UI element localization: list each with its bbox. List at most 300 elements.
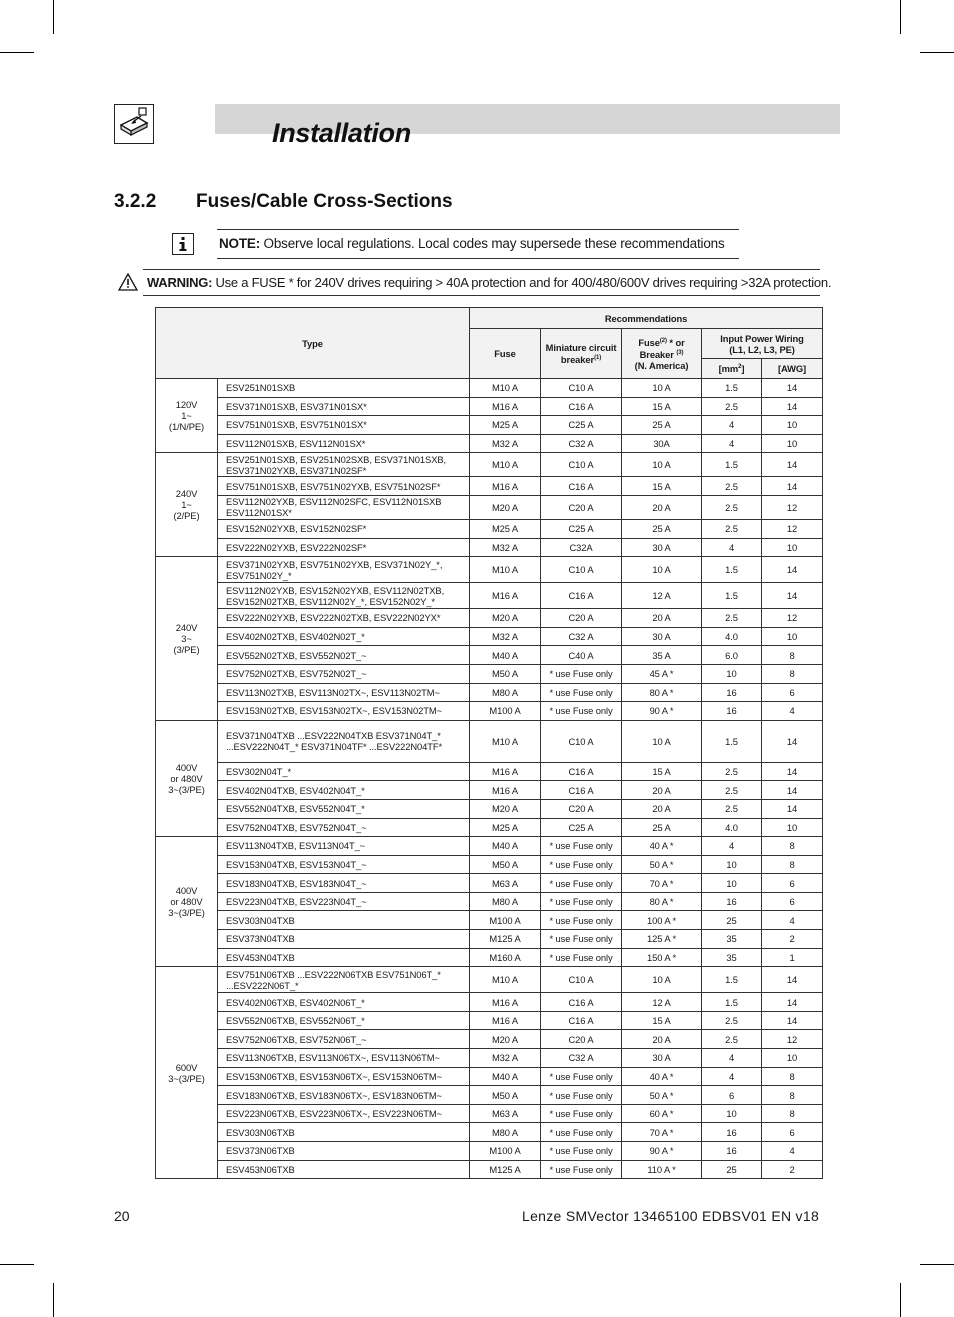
wire-mm2-cell: 2.5 [702,762,762,781]
wire-mm2-cell: 4 [702,434,762,453]
fuse-cell: M10 A [470,967,541,993]
wire-mm2-cell: 16 [702,1142,762,1161]
fuse-cell: M32 A [470,538,541,557]
mcb-cell: * use Fuse only [541,664,622,683]
mcb-cell: C16 A [541,477,622,496]
wiring-header-1: Input Power Wiring [720,332,804,344]
fuse-na-cell: 90 A * [622,702,702,721]
wire-awg-cell: 6 [762,1123,823,1142]
fuse-na-cell: 25 A [622,416,702,435]
installation-icon [114,104,154,144]
mcb-cell: C20 A [541,495,622,519]
mcb-cell: C10 A [541,557,622,583]
wire-awg-cell: 8 [762,646,823,665]
wire-mm2-cell: 1.5 [702,720,762,762]
fuse-na-cell: 10 A [622,453,702,477]
table-body [156,379,823,1179]
voltage-group-line: (3/PE) [173,643,200,655]
wire-mm2-cell: 2.5 [702,477,762,496]
wire-awg-cell: 10 [762,818,823,837]
fuse-na-cell: 15 A [622,762,702,781]
fuse-cell: M16 A [470,993,541,1012]
wire-mm2-cell: 10 [702,664,762,683]
wire-awg-cell: 4 [762,1142,823,1161]
drive-type-cell: ESV552N02TXB, ESV552N02T_~ [218,646,470,665]
table-row [156,967,823,993]
fuse-na-cell: 40 A * [622,1067,702,1086]
wire-awg-cell: 10 [762,1049,823,1068]
mcb-cell: C25 A [541,519,622,538]
wire-awg-cell: 10 [762,416,823,435]
mcb-cell: * use Fuse only [541,683,622,702]
drive-type-cell: ESV371N01SXB, ESV371N01SX* [218,397,470,416]
drive-type-cell: ESV373N06TXB [218,1142,470,1161]
mm2-post: ] [741,363,745,375]
drive-type-cell: ESV453N04TXB [218,948,470,967]
table-row [156,720,823,762]
fuse-na-cell: 20 A [622,609,702,628]
fuse-cell: M16 A [470,762,541,781]
mcb-cell: C16 A [541,993,622,1012]
table-row [156,702,823,721]
fuse-na-cell: 10 A [622,379,702,398]
fuse-na-text-3: Breaker [639,349,674,361]
voltage-group-label [156,379,218,453]
fuse-na-cell: 15 A [622,397,702,416]
fuse-cell: M125 A [470,930,541,949]
wire-mm2-cell: 2.5 [702,1011,762,1030]
fuse-cell: M16 A [470,477,541,496]
voltage-group-line: 120V [175,399,198,411]
wire-awg-cell: 8 [762,1104,823,1123]
drive-type-cell: ESV222N02YXB, ESV222N02SF* [218,538,470,557]
wire-awg-cell: 8 [762,664,823,683]
wire-mm2-cell: 4.0 [702,627,762,646]
voltage-group-line: or 480V [170,772,203,784]
table-row [156,1030,823,1049]
fuse-cell: M10 A [470,379,541,398]
fuse-na-cell: 125 A * [622,930,702,949]
fuse-cell: M100 A [470,1142,541,1161]
fuse-na-cell: 110 A * [622,1160,702,1179]
fuse-na-text-2: * or [669,337,685,348]
wire-awg-cell: 14 [762,967,823,993]
wire-awg-cell: 6 [762,683,823,702]
fuse-na-cell: 30 A [622,538,702,557]
fuse-na-cell: 80 A * [622,683,702,702]
wire-awg-cell: 14 [762,781,823,800]
voltage-group-line: (2/PE) [173,510,200,522]
fuse-na-cell: 20 A [622,1030,702,1049]
mcb-footnote: (1) [594,354,602,361]
fuse-cell: M160 A [470,948,541,967]
note-body: Observe local regulations. Local codes may supersede these recommendations [260,236,725,251]
table-row [156,1067,823,1086]
fuse-na-cell: 15 A [622,1011,702,1030]
fuse-na-cell: 90 A * [622,1142,702,1161]
fuse-na-cell: 10 A [622,557,702,583]
drive-type-cell: ESV752N02TXB, ESV752N02T_~ [218,664,470,683]
fuse-na-cell: 100 A * [622,911,702,930]
table-row [156,397,823,416]
voltage-group-label [156,720,218,836]
fuse-na-text-4: (N. America) [634,360,689,372]
drive-type-cell: ESV223N06TXB, ESV223N06TX~, ESV223N06TM~ [218,1104,470,1123]
mcb-cell: C40 A [541,646,622,665]
wire-mm2-cell: 2.5 [702,781,762,800]
page-number: 20 [114,1208,130,1224]
wire-mm2-cell: 4 [702,538,762,557]
drive-type-cell: ESV113N06TXB, ESV113N06TX~, ESV113N06TM~ [218,1049,470,1068]
drive-type-cell: ESV752N06TXB, ESV752N06T_~ [218,1030,470,1049]
crop-mark [0,1264,34,1265]
voltage-group-label [156,837,218,967]
wire-mm2-cell: 4.0 [702,818,762,837]
warning-text [147,275,831,290]
mm2-pre: [mm [718,363,739,375]
table-row [156,818,823,837]
wire-awg-cell: 2 [762,1160,823,1179]
fuse-cell: M63 A [470,1104,541,1123]
drive-type-cell: ESV752N04TXB, ESV752N04T_~ [218,818,470,837]
wire-mm2-cell: 16 [702,702,762,721]
voltage-group-line: or 480V [170,896,203,908]
wire-awg-cell: 6 [762,874,823,893]
mcb-cell: C25 A [541,416,622,435]
mcb-cell: * use Fuse only [541,948,622,967]
mcb-cell: C16 A [541,583,622,609]
fuse-na-cell: 25 A [622,519,702,538]
fuse-cell: M10 A [470,453,541,477]
wire-mm2-cell: 25 [702,1160,762,1179]
drive-type-cell: ESV402N04TXB, ESV402N04T_* [218,781,470,800]
wire-awg-cell: 12 [762,609,823,628]
wire-mm2-cell: 4 [702,416,762,435]
drive-type-cell: ESV751N01SXB, ESV751N02YXB, ESV751N02SF* [218,477,470,496]
note-rule-bottom [217,258,739,259]
fuse-table [155,307,823,1179]
fuse-cell: M16 A [470,781,541,800]
table-row [156,646,823,665]
mcb-cell: * use Fuse only [541,911,622,930]
wire-awg-cell: 8 [762,1086,823,1105]
fuse-cell: M63 A [470,874,541,893]
mcb-cell: C10 A [541,720,622,762]
fuse-na-cell: 15 A [622,477,702,496]
drive-type-cell: ESV112N02YXB, ESV112N02SFC, ESV112N01SXB ESV112N01SX* [218,495,470,519]
fuse-na-cell: 150 A * [622,948,702,967]
table-row [156,874,823,893]
fuse-na-cell: 50 A * [622,855,702,874]
wire-awg-cell: 14 [762,453,823,477]
voltage-group-line: 240V [175,488,198,500]
table-row [156,993,823,1012]
drive-type-cell: ESV552N06TXB, ESV552N06T_* [218,1011,470,1030]
mcb-cell: C16 A [541,781,622,800]
crop-mark [900,0,901,34]
mcb-cell: C25 A [541,818,622,837]
fuse-na-text-1: Fuse [638,337,660,348]
wire-awg-cell: 8 [762,855,823,874]
fuse-cell: M50 A [470,1086,541,1105]
table-row [156,781,823,800]
mcb-cell: * use Fuse only [541,1160,622,1179]
fuse-na-cell: 80 A * [622,892,702,911]
wire-awg-cell: 10 [762,434,823,453]
wire-mm2-cell: 2.5 [702,1030,762,1049]
wire-mm2-cell: 16 [702,1123,762,1142]
table-row [156,683,823,702]
table-row [156,519,823,538]
crop-mark [53,1283,54,1317]
wire-awg-cell: 12 [762,519,823,538]
voltage-group-label [156,453,218,557]
wire-awg-cell: 12 [762,1030,823,1049]
wire-mm2-cell: 4 [702,1067,762,1086]
voltage-group-label [156,557,218,721]
table-row [156,799,823,818]
wire-mm2-cell: 1.5 [702,993,762,1012]
table-row [156,1123,823,1142]
table-row [156,416,823,435]
wire-mm2-cell: 2.5 [702,519,762,538]
table-row [156,434,823,453]
page-title: Installation [272,118,411,148]
table-row [156,477,823,496]
fuse-cell: M16 A [470,583,541,609]
mcb-cell: C16 A [541,762,622,781]
mcb-cell: C32 A [541,434,622,453]
drive-type-cell: ESV113N02TXB, ESV113N02TX~, ESV113N02TM~ [218,683,470,702]
crop-mark [920,52,954,53]
table-row [156,837,823,856]
fuse-cell: M20 A [470,1030,541,1049]
wire-awg-cell: 14 [762,557,823,583]
drive-type-cell: ESV303N06TXB [218,1123,470,1142]
drive-type-cell: ESV153N04TXB, ESV153N04T_~ [218,855,470,874]
wire-awg-cell: 14 [762,762,823,781]
crop-mark [900,1283,901,1317]
wire-mm2-cell: 6.0 [702,646,762,665]
wire-mm2-cell: 1.5 [702,557,762,583]
wire-mm2-cell: 10 [702,874,762,893]
fuse-cell: M10 A [470,557,541,583]
drive-type-cell: ESV223N04TXB, ESV223N04T_~ [218,892,470,911]
voltage-group-line: 400V [175,885,198,897]
fuse-na-cell: 35 A [622,646,702,665]
wire-mm2-cell: 4 [702,837,762,856]
fuse-na-cell: 20 A [622,799,702,818]
wire-mm2-cell: 25 [702,911,762,930]
warning-icon [118,273,138,296]
note-rule-top [217,229,739,230]
drive-type-cell: ESV222N02YXB, ESV222N02TXB, ESV222N02YX* [218,609,470,628]
wire-awg-cell: 1 [762,948,823,967]
wire-awg-cell: 8 [762,1067,823,1086]
section-heading [114,191,453,213]
voltage-group-line: 3~(3/PE) [168,783,205,795]
drive-type-cell: ESV153N06TXB, ESV153N06TX~, ESV153N06TM~ [218,1067,470,1086]
table-row [156,453,823,477]
recommendations-header: Recommendations [470,308,823,329]
table-row [156,855,823,874]
wire-awg-cell: 14 [762,477,823,496]
fuse-cell: M25 A [470,416,541,435]
wire-mm2-cell: 16 [702,683,762,702]
wire-awg-cell: 14 [762,720,823,762]
mcb-cell: * use Fuse only [541,1086,622,1105]
wire-mm2-cell: 35 [702,948,762,967]
fuse-cell: M40 A [470,837,541,856]
fuse-cell: M32 A [470,627,541,646]
table-row [156,1104,823,1123]
drive-type-cell: ESV402N06TXB, ESV402N06T_* [218,993,470,1012]
mcb-cell: * use Fuse only [541,930,622,949]
mcb-cell: * use Fuse only [541,874,622,893]
wire-awg-cell: 14 [762,379,823,398]
fuse-cell: M16 A [470,1011,541,1030]
wire-mm2-cell: 1.5 [702,453,762,477]
wire-mm2-cell: 2.5 [702,609,762,628]
table-row [156,930,823,949]
wire-awg-cell: 14 [762,993,823,1012]
note-text [219,236,725,251]
warning-body: Use a FUSE * for 240V drives requiring > 40A protection and for 400/480/600V drives requiring >32A protection. [212,275,832,290]
fuse-na-cell: 25 A [622,818,702,837]
wire-mm2-cell: 35 [702,930,762,949]
fuse-cell: M20 A [470,799,541,818]
section-title: Fuses/Cable Cross-Sections [196,191,453,212]
mcb-cell: * use Fuse only [541,702,622,721]
table-row [156,538,823,557]
wire-mm2-cell: 4 [702,1049,762,1068]
section-number: 3.2.2 [114,191,157,212]
drive-type-cell: ESV751N01SXB, ESV751N01SX* [218,416,470,435]
wire-awg-cell: 14 [762,1011,823,1030]
wire-awg-cell: 6 [762,892,823,911]
mcb-cell: C16 A [541,397,622,416]
fuse-header: Fuse [470,329,541,379]
mcb-cell: * use Fuse only [541,837,622,856]
mcb-cell: * use Fuse only [541,892,622,911]
fuse-na-cell: 10 A [622,967,702,993]
voltage-group-line: 600V [175,1061,198,1073]
drive-type-cell: ESV152N02YXB, ESV152N02SF* [218,519,470,538]
table-row [156,1011,823,1030]
table-row [156,664,823,683]
mcb-cell: C10 A [541,453,622,477]
drive-type-cell: ESV302N04T_* [218,762,470,781]
fuse-na-footnote-2: (3) [676,350,684,356]
drive-type-cell: ESV112N02YXB, ESV152N02YXB, ESV112N02TXB, ESV152N02TXB, ESV112N02Y_*, ESV152N02Y_* [218,583,470,609]
fuse-na-cell: 70 A * [622,874,702,893]
drive-type-cell: ESV402N02TXB, ESV402N02T_* [218,627,470,646]
warning-rule-top [143,269,820,270]
mcb-cell: C20 A [541,799,622,818]
table-row [156,583,823,609]
drive-type-cell: ESV371N04TXB ...ESV222N04TXB ESV371N04T_* ...ESV222N04T_* ESV371N04TF* ...ESV222N04TF* [218,720,470,762]
mcb-cell: C20 A [541,1030,622,1049]
fuse-na-cell: 12 A [622,993,702,1012]
wire-awg-cell: 10 [762,538,823,557]
fuse-cell: M80 A [470,1123,541,1142]
voltage-group-line: 1~ [181,499,192,511]
fuse-na-cell: 12 A [622,583,702,609]
mcb-cell: * use Fuse only [541,1142,622,1161]
fuse-na-cell: 20 A [622,781,702,800]
wire-awg-cell: 10 [762,627,823,646]
wire-mm2-cell: 10 [702,855,762,874]
fuse-cell: M100 A [470,911,541,930]
table-row [156,892,823,911]
table-row [156,948,823,967]
mcb-header-text: Miniature circuit breaker [545,341,617,366]
drive-type-cell: ESV552N04TXB, ESV552N04T_* [218,799,470,818]
wire-mm2-cell: 1.5 [702,967,762,993]
voltage-group-line: 1~ [181,410,192,422]
fuse-cell: M50 A [470,664,541,683]
fuse-cell: M125 A [470,1160,541,1179]
mcb-cell: * use Fuse only [541,855,622,874]
voltage-group-line: 400V [175,761,198,773]
mcb-cell: C16 A [541,1011,622,1030]
fuse-cell: M20 A [470,495,541,519]
fuse-cell: M40 A [470,1067,541,1086]
mcb-cell: C10 A [541,967,622,993]
mcb-cell: C32A [541,538,622,557]
table-row [156,762,823,781]
drive-type-cell: ESV183N04TXB, ESV183N04T_~ [218,874,470,893]
drive-type-cell: ESV112N01SXB, ESV112N01SX* [218,434,470,453]
fuse-cell: M40 A [470,646,541,665]
mcb-cell: C10 A [541,379,622,398]
wiring-header [702,329,823,359]
voltage-group-line: 3~(3/PE) [168,907,205,919]
wire-mm2-cell: 2.5 [702,397,762,416]
crop-mark [53,0,54,34]
fuse-na-cell: 60 A * [622,1104,702,1123]
type-header: Type [156,308,470,379]
wire-mm2-cell: 6 [702,1086,762,1105]
fuse-cell: M32 A [470,434,541,453]
table-row [156,557,823,583]
warning-rule-bottom [143,295,820,296]
fuse-na-cell: 50 A * [622,1086,702,1105]
wire-awg-cell: 14 [762,583,823,609]
mm2-sup: 2 [738,364,742,371]
wire-mm2-cell: 2.5 [702,495,762,519]
fuse-cell: M50 A [470,855,541,874]
fuse-cell: M80 A [470,892,541,911]
wire-mm2-cell: 10 [702,1104,762,1123]
info-icon [172,233,194,255]
awg-header: [AWG] [762,359,823,379]
fuse-cell: M32 A [470,1049,541,1068]
crop-mark [0,52,34,53]
voltage-group-line: 240V [175,621,198,633]
wire-mm2-cell: 1.5 [702,379,762,398]
drive-type-cell: ESV251N01SXB, ESV251N02SXB, ESV371N01SXB, ESV371N02YXB, ESV371N02SF* [218,453,470,477]
wire-awg-cell: 12 [762,495,823,519]
fuse-cell: M16 A [470,397,541,416]
voltage-group-line: 3~ [181,632,192,644]
fuse-cell: M25 A [470,519,541,538]
mcb-cell: C20 A [541,609,622,628]
table-row [156,911,823,930]
drive-type-cell: ESV751N06TXB ...ESV222N06TXB ESV751N06T_* ...ESV222N06T_* [218,967,470,993]
crop-mark [920,1264,954,1265]
drive-type-cell: ESV183N06TXB, ESV183N06TX~, ESV183N06TM~ [218,1086,470,1105]
